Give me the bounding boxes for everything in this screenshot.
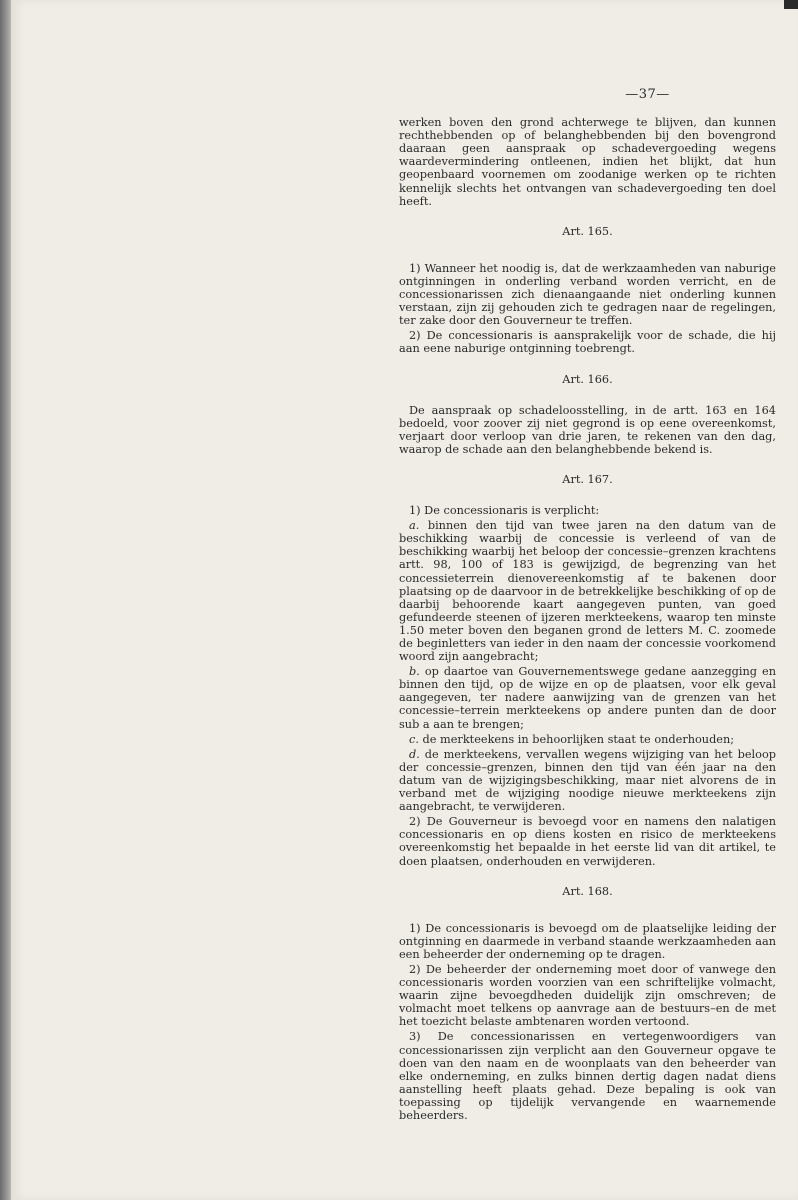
list-letter: d. <box>409 747 420 761</box>
list-item-text: binnen den tijd van twee jaren na den datum van de beschikking waarbij de concessie is verleend of van de beschikking waarbij het beloop der concessie–grenzen krachtens artt. 98, 100 of 183 is gewijzigd, de begrenzing van het concessieterrein dienovereenkomstig af te bakenen door plaatsing op de daarvoor in de betrekkelijke beschikking of op de daarbij behoorende kaart aangegeven punten, van goed gefundeerde steenen of ijzeren merkteekens, waarop ten minste 1.50 meter boven den beganen grond de letters M. C. zoomede de beginletters van ieder in den naam der concessie voorkomend woord zijn aangebracht; <box>399 519 776 664</box>
paragraph: 3) De concessionarissen en vertegenwoordigers van concessionarissen zijn verplicht aan den Gouverneur opgave te doen van den naam en de woonplaats van den beheerder van elke onderneming, en zulks binnen dertig dagen nadat diens aanstelling heeft plaats gehad. Deze bepaling is ook van toepassing op tijdelijk vervangende en waarnemende beheerders. <box>399 1030 776 1122</box>
paragraph: De aanspraak op schadeloosstelling, in de artt. 163 en 164 bedoeld, voor zoover zij niet gegrond is op eene overeenkomst, verjaart door verloop van drie jaren, te rekenen van den dag, waarop de schade aan den belanghebbende bekend is. <box>399 403 776 456</box>
list-item-text: de merkteekens, vervallen wegens wijziging van het beloop der concessie–grenzen, binnen den tijd van één jaar na den datum van de wijzigingsbeschikking, maar niet alvorens de in verband met de wijziging noodige nieuwe merkteekens zijn aangebracht, te verwijderen. <box>399 747 776 814</box>
list-letter: a. <box>409 519 420 533</box>
article-heading: Art. 167. <box>562 472 613 486</box>
text-blocks <box>399 116 776 1122</box>
document-page <box>11 0 798 1200</box>
list-item <box>399 748 776 813</box>
list-item-text: de merkteekens in behoorlijken staat te onderhouden; <box>418 732 735 746</box>
article-heading: Art. 168. <box>562 884 613 898</box>
corner-mark <box>784 0 798 9</box>
list-item <box>399 665 776 730</box>
list-item <box>399 733 776 746</box>
paragraph: 2) De beheerder der onderneming moet door of vanwege den concessionaris worden voorzien van een schriftelijke volmacht, waarin zijne bevoegdheden duidelijk zijn omschreven; de volmacht moet telkens op aanvrage aan de bestuurs–en de met het toezicht belaste ambtenaren worden vertoond. <box>399 962 776 1029</box>
paragraph: 2) De concessionaris is aansprakelijk voor de schade, die hij aan eene naburige ontginning toebrengt. <box>399 329 776 356</box>
page-edge-strip <box>0 0 11 1200</box>
paragraph: 2) De Gouverneur is bevoegd voor en namens den nalatigen concessionaris en op diens kosten en risico de merkteekens overeenkomstig het bepaalde in het eerste lid van dit artikel, te doen plaatsen, onderhouden en verwijderen. <box>399 815 776 868</box>
page-content <box>399 88 776 1124</box>
paragraph: 1) De concessionaris is verplicht: <box>409 504 600 518</box>
list-letter: c. <box>409 732 419 746</box>
list-item-text: op daartoe van Gouvernementswege gedane aanzegging en binnen den tijd, op de wijze en op de plaatsen, voor elk geval aangegeven, ter nadere aanwijzing van de grenzen van het concessie–terrein merkteekens op andere punten dan de door sub a aan te brengen; <box>399 665 776 731</box>
article-heading: Art. 165. <box>562 224 613 238</box>
article-heading: Art. 166. <box>562 372 613 386</box>
page-number: —37— <box>625 87 670 102</box>
list-letter: b. <box>409 665 420 679</box>
paragraph: 1) Wanneer het noodig is, dat de werkzaamheden van naburige ontginningen in onderling verband worden verricht, en de concessionarissen zich dienaangaande niet onderling kunnen verstaan, zijn zij gehouden zich te gedragen naar de regelingen, ter zake door den Gouverneur te treffen. <box>399 261 776 328</box>
paragraph: 1) De concessionaris is bevoegd om de plaatselijke leiding der ontginning en daarmede in verband staande werkzaamheden aan een beheerder der onderneming op te dragen. <box>399 921 776 961</box>
list-item <box>399 519 776 663</box>
paragraph: werken boven den grond achterwege te blijven, dan kunnen rechthebbenden op of belanghebbenden bij den bovengrond daaraan geen aanspraak op schadevergoeding wegens waardevermindering ontleenen, indien het blijkt, dat hun geopenbaard voornemen om zoodanige werken op te richten kennelijk slechts het ontvangen van schadevergoeding ten doel heeft. <box>399 116 776 208</box>
